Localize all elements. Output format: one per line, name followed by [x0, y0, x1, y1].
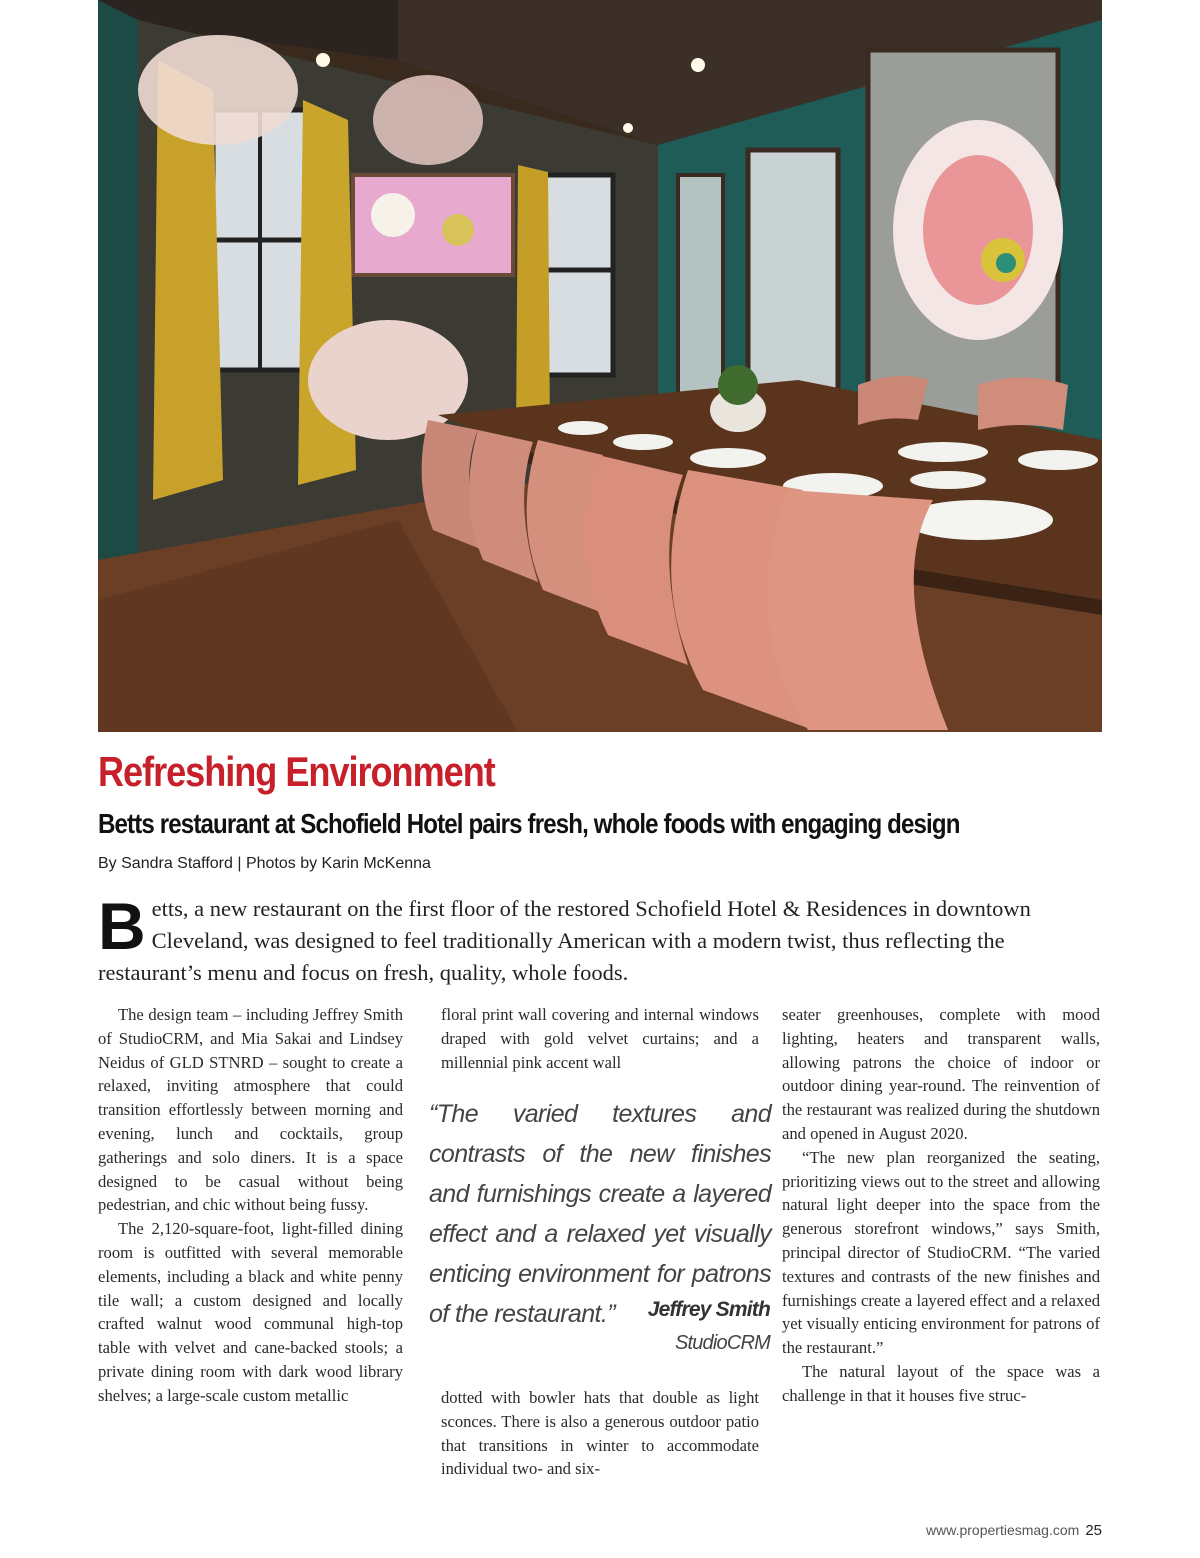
drop-cap: B — [98, 889, 146, 963]
byline: By Sandra Stafford | Photos by Karin McKenna — [98, 855, 431, 872]
footer-url: www.propertiesmag.com — [926, 1522, 1080, 1538]
mural-flower-back — [308, 320, 468, 440]
page-footer — [860, 1522, 1102, 1539]
pull-quote-org: StudioCRM — [674, 1332, 770, 1354]
paragraph: dotted with bowler hats that double as light sconces. There is also a generous outdoor patio that transitions in winter to accommodate individual two- and six- — [441, 1388, 759, 1479]
plate — [690, 448, 766, 468]
paragraph: “The new plan reorganized the seating, prioritizing views out to the street and allowing natural light deeper into the space from the generous storefront windows,” says Smith, principal director of StudioCRM. “The varied textures and contrasts of the new finishes and furnishings create a layered effect and a relaxed yet visually enticing environment for patrons of the restaurant.” — [782, 1147, 1100, 1358]
column-2-top — [441, 1003, 759, 1074]
paragraph: The 2,120-square-foot, light-filled dining room is outfitted with several memorable elements, including a black and white penny tile wall; a custom designed and locally crafted walnut wood communal high-top table with velvet and cane-backed stools; a private dining room with dark wood library shelves; a large-scale custom metallic — [98, 1219, 403, 1405]
pull-quote-name: Jeffrey Smith — [647, 1298, 770, 1321]
column-2-bottom — [441, 1386, 759, 1481]
left-wall — [98, 0, 138, 600]
pull-quote: “The varied textures and contrasts of the new finishes and furnishings create a layered effect and a relaxed yet visually enticing environment for patrons of the restaurant.” — [429, 1100, 771, 1328]
paragraph: The natural layout of the space was a challenge in that it houses five struc- — [782, 1361, 1100, 1405]
page-number: 25 — [1085, 1522, 1102, 1539]
paragraph: floral print wall covering and internal windows draped with gold velvet curtains; and a millennial pink accent wall — [441, 1005, 759, 1072]
lead-paragraph — [98, 889, 1102, 989]
hero-photo — [98, 0, 1102, 732]
paragraph: seater greenhouses, complete with mood lighting, heaters and transparent walls, allowing patrons the choice of indoor or outdoor dining year-round. The reinvention of the restaurant was realized during the shutdown and opened in August 2020. — [782, 1005, 1100, 1143]
article-subtitle: Betts restaurant at Schofield Hotel pairs fresh, whole foods with engaging design — [98, 808, 960, 839]
paragraph: The design team – including Jeffrey Smith of StudioCRM, and Mia Sakai and Lindsey Neidus of GLD STNRD – sought to create a relaxed, inviting atmosphere that could transition effortlessly between morning and evening, lunch and cocktails, group gatherings and solo diners. It is a space designed to be casual without being pedestrian, and chic without being fussy. — [98, 1005, 403, 1215]
curtain-right — [516, 165, 550, 438]
back-window-right — [543, 175, 613, 375]
lead-text: etts, a new restaurant on the first floor of the restored Schofield Hotel & Residences in downtown Cleveland, was designed to feel traditionally American with a modern twist, thus reflecting the restaurant’s menu and focus on fresh, quality, whole foods. — [98, 896, 1031, 985]
article-title: Refreshing Environment — [98, 748, 495, 795]
right-window — [748, 150, 838, 410]
column-1 — [98, 1003, 403, 1408]
column-3 — [782, 1003, 1100, 1408]
